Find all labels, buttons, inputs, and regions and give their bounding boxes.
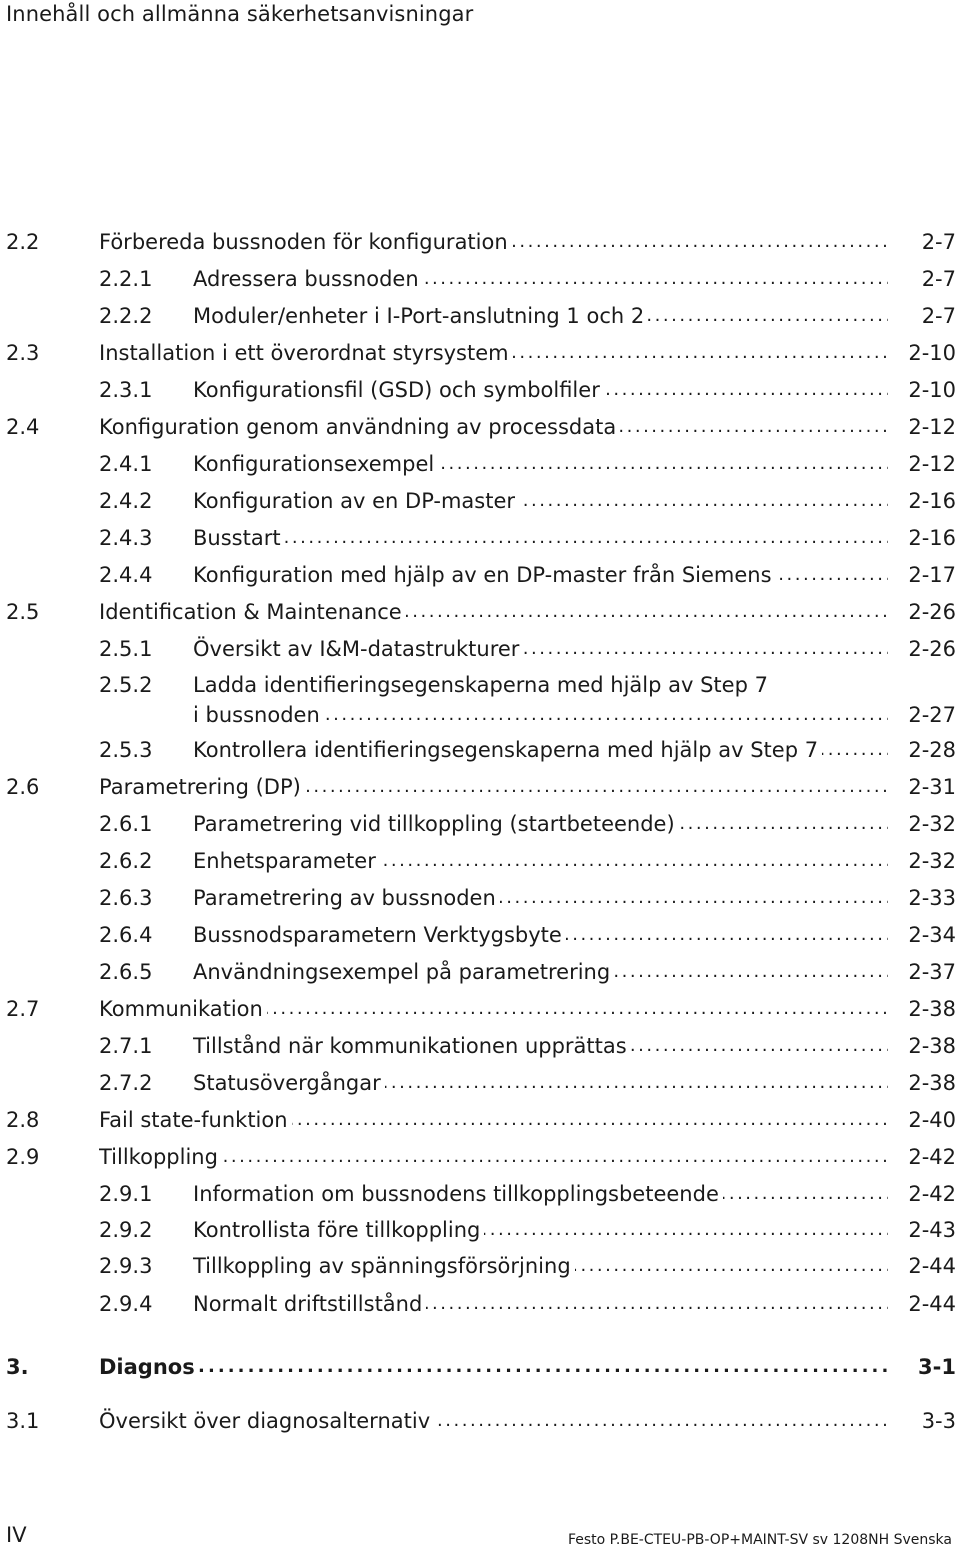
toc-entry-page: 2-17 bbox=[908, 563, 956, 587]
toc-entry-page: 2-42 bbox=[908, 1145, 956, 1169]
toc-entry-leader bbox=[193, 1031, 888, 1061]
toc-entry-page: 2-38 bbox=[908, 1034, 956, 1058]
toc-entry-title: Fail state-funktion bbox=[99, 1108, 292, 1132]
toc-entry-leader bbox=[193, 560, 888, 590]
toc-entry[interactable] bbox=[0, 301, 960, 331]
toc-entry[interactable] bbox=[0, 1068, 960, 1098]
toc-entry-number: 2.6 bbox=[6, 775, 40, 799]
toc-entry-leader bbox=[193, 523, 888, 553]
toc-entry-title: Tillkoppling av spänningsförsörjning bbox=[193, 1254, 575, 1278]
toc-entry-page: 2-38 bbox=[908, 1071, 956, 1095]
toc-entry-leader bbox=[99, 772, 888, 802]
toc-entry-page: 2-44 bbox=[908, 1254, 956, 1278]
page-number: IV bbox=[6, 1523, 27, 1547]
toc-entry[interactable] bbox=[0, 560, 960, 590]
toc-entry[interactable] bbox=[0, 1215, 960, 1245]
toc-entry-leader bbox=[99, 1105, 888, 1135]
toc-entry-title: Bussnodsparametern Verktygsbyte bbox=[193, 923, 566, 947]
toc-entry-page: 2-31 bbox=[908, 775, 956, 799]
toc-entry-number: 2.3 bbox=[6, 341, 40, 365]
toc-entry-leader bbox=[193, 920, 888, 950]
toc-entry[interactable] bbox=[0, 1406, 960, 1436]
toc-entry[interactable] bbox=[0, 1031, 960, 1061]
toc-entry[interactable] bbox=[0, 1179, 960, 1209]
toc-entry-page: 2-10 bbox=[908, 378, 956, 402]
page-header-title: Innehåll och allmänna säkerhetsanvisningar bbox=[6, 2, 474, 26]
toc-entry-page: 2-16 bbox=[908, 489, 956, 513]
toc-entry-page: 2-7 bbox=[921, 230, 956, 254]
toc-entry-number: 2.8 bbox=[6, 1108, 40, 1132]
toc-entry-title: Kontrollista före tillkoppling bbox=[193, 1218, 484, 1242]
toc-entry-leader bbox=[193, 486, 888, 516]
toc-entry[interactable] bbox=[0, 449, 960, 479]
toc-entry-page: 2-12 bbox=[908, 452, 956, 476]
toc-entry-leader bbox=[193, 301, 888, 331]
toc-entry[interactable] bbox=[0, 846, 960, 876]
toc-entry-title: Konfiguration genom användning av processdata bbox=[99, 415, 620, 439]
toc-entry-title: Konfiguration med hjälp av en DP-master från Siemens bbox=[193, 563, 776, 587]
toc-entry-number: 2.4 bbox=[6, 415, 40, 439]
toc-entry-number: 2.2.2 bbox=[99, 304, 153, 328]
toc-entry-page: 2-27 bbox=[908, 703, 956, 727]
toc-entry[interactable] bbox=[0, 375, 960, 405]
toc-entry-title: Installation i ett överordnat styrsystem bbox=[99, 341, 513, 365]
toc-entry-number: 2.6.1 bbox=[99, 812, 153, 836]
toc-entry-page: 2-43 bbox=[908, 1218, 956, 1242]
toc-entry[interactable] bbox=[0, 772, 960, 802]
toc-entry-page: 2-42 bbox=[908, 1182, 956, 1206]
toc-entry[interactable] bbox=[0, 1352, 960, 1382]
toc-entry[interactable] bbox=[0, 1251, 960, 1281]
toc-entry-number: 2.6.4 bbox=[99, 923, 153, 947]
toc-entry-number: 2.6.2 bbox=[99, 849, 153, 873]
toc-entry-leader bbox=[193, 957, 888, 987]
toc-entry-number: 2.2.1 bbox=[99, 267, 153, 291]
toc-entry-title: Parametrering (DP) bbox=[99, 775, 305, 799]
toc-entry-title: Parametrering av bussnoden bbox=[193, 886, 500, 910]
toc-entry-number: 2.6.5 bbox=[99, 960, 153, 984]
toc-entry-page: 2-7 bbox=[921, 304, 956, 328]
toc-entry-title: Förbereda bussnoden för konfiguration bbox=[99, 230, 512, 254]
toc-entry-page: 2-38 bbox=[908, 997, 956, 1021]
document-info: Festo P.BE-CTEU-PB-OP+MAINT-SV sv 1208NH Svenska bbox=[567, 1532, 952, 1548]
toc-entry-number: 2.7.1 bbox=[99, 1034, 153, 1058]
toc-entry-title: Diagnos bbox=[99, 1355, 199, 1379]
toc-entry[interactable] bbox=[0, 957, 960, 987]
toc-entry-page: 3-3 bbox=[921, 1409, 956, 1433]
toc-entry-title: Konfiguration av en DP-master bbox=[193, 489, 519, 513]
toc-entry[interactable] bbox=[0, 670, 960, 730]
toc-entry-leader bbox=[99, 412, 888, 442]
toc-entry-leader bbox=[193, 449, 888, 479]
toc-entry-number: 2.9.4 bbox=[99, 1292, 153, 1316]
toc-entry-page: 2-7 bbox=[921, 267, 956, 291]
toc-entry-title: Tillkoppling bbox=[99, 1145, 222, 1169]
toc-entry-page: 2-28 bbox=[908, 738, 956, 762]
toc-entry-number: 3. bbox=[6, 1355, 29, 1379]
toc-entry-number: 2.9.3 bbox=[99, 1254, 153, 1278]
toc-entry-title: Kontrollera identifieringsegenskaperna med hjälp av Step 7 bbox=[193, 738, 822, 762]
toc-entry-number: 2.5.3 bbox=[99, 738, 153, 762]
toc-entry-page: 2-34 bbox=[908, 923, 956, 947]
toc-entry-title: i bussnoden bbox=[193, 703, 324, 727]
toc-entry-number: 2.7 bbox=[6, 997, 40, 1021]
toc-entry[interactable] bbox=[0, 1142, 960, 1172]
toc-entry[interactable] bbox=[0, 735, 960, 765]
toc-entry-title: Information om bussnodens tillkopplingsbeteende bbox=[193, 1182, 723, 1206]
toc-entry-number: 2.5.2 bbox=[99, 673, 153, 697]
toc-entry-page: 2-37 bbox=[908, 960, 956, 984]
toc-entry-leader bbox=[99, 994, 888, 1024]
toc-entry[interactable] bbox=[0, 994, 960, 1024]
toc-entry[interactable] bbox=[0, 338, 960, 368]
toc-entry-number: 2.2 bbox=[6, 230, 40, 254]
toc-entry-leader bbox=[193, 1068, 888, 1098]
toc-entry-title: Översikt av I&M-datastrukturer bbox=[193, 637, 523, 661]
toc-entry-number: 3.1 bbox=[6, 1409, 40, 1433]
toc-entry-leader bbox=[193, 809, 888, 839]
toc-entry-page: 3-1 bbox=[918, 1355, 956, 1379]
toc-entry-number: 2.4.4 bbox=[99, 563, 153, 587]
toc-entry-page: 2-10 bbox=[908, 341, 956, 365]
toc-entry[interactable] bbox=[0, 809, 960, 839]
toc-entry-leader bbox=[193, 883, 888, 913]
toc-entry[interactable] bbox=[0, 264, 960, 294]
toc-entry[interactable] bbox=[0, 883, 960, 913]
toc-entry-title: Användningsexempel på parametrering bbox=[193, 960, 614, 984]
toc-entry-leader bbox=[193, 846, 888, 876]
toc-entry-leader bbox=[193, 1251, 888, 1281]
toc-entry-title: Normalt driftstillstånd bbox=[193, 1292, 426, 1316]
toc-entry[interactable] bbox=[0, 523, 960, 553]
toc-entry-number: 2.7.2 bbox=[99, 1071, 153, 1095]
toc-entry-page: 2-32 bbox=[908, 812, 956, 836]
toc-entry-number: 2.4.1 bbox=[99, 452, 153, 476]
toc-entry-title: Enhetsparameter bbox=[193, 849, 380, 873]
toc-entry-title: Statusövergångar bbox=[193, 1071, 385, 1095]
toc-entry-leader bbox=[99, 338, 888, 368]
toc-entry-number: 2.5 bbox=[6, 600, 40, 624]
toc-entry-number: 2.9.1 bbox=[99, 1182, 153, 1206]
toc-entry-leader bbox=[99, 227, 888, 257]
toc-entry-number: 2.6.3 bbox=[99, 886, 153, 910]
toc-entry-page: 2-26 bbox=[908, 637, 956, 661]
toc-entry-leader bbox=[193, 634, 888, 664]
toc-entry-number: 2.4.3 bbox=[99, 526, 153, 550]
toc-entry-leader bbox=[99, 1406, 888, 1436]
toc-entry[interactable] bbox=[0, 597, 960, 627]
toc-entry[interactable] bbox=[0, 412, 960, 442]
toc-entry-title: Adressera bussnoden bbox=[193, 267, 423, 291]
toc-entry-page: 2-12 bbox=[908, 415, 956, 439]
toc-entry-leader bbox=[193, 375, 888, 405]
toc-entry[interactable] bbox=[0, 227, 960, 257]
toc-entry-page: 2-44 bbox=[908, 1292, 956, 1316]
toc-entry-title: Översikt över diagnosalternativ bbox=[99, 1409, 434, 1433]
toc-entry-title: Moduler/enheter i I-Port-anslutning 1 och 2 bbox=[193, 304, 648, 328]
toc-entry-leader bbox=[193, 700, 888, 730]
toc-entry-title: Parametrering vid tillkoppling (startbeteende) bbox=[193, 812, 679, 836]
toc-entry-leader bbox=[193, 1215, 888, 1245]
toc-entry-leader bbox=[193, 1179, 888, 1209]
toc-entry-title: Identification & Maintenance bbox=[99, 600, 406, 624]
toc-entry-number: 2.9 bbox=[6, 1145, 40, 1169]
toc-entry-leader bbox=[99, 1142, 888, 1172]
toc-entry-title: Tillstånd när kommunikationen upprättas bbox=[193, 1034, 631, 1058]
toc-entry-number: 2.4.2 bbox=[99, 489, 153, 513]
toc-entry-page: 2-16 bbox=[908, 526, 956, 550]
toc-entry[interactable] bbox=[0, 634, 960, 664]
toc-entry-page: 2-33 bbox=[908, 886, 956, 910]
toc-entry-page: 2-26 bbox=[908, 600, 956, 624]
toc-entry-title: Busstart bbox=[193, 526, 285, 550]
toc-entry-leader bbox=[193, 735, 888, 765]
toc-entry[interactable] bbox=[0, 1105, 960, 1135]
toc-entry-title: Kommunikation bbox=[99, 997, 267, 1021]
toc-entry[interactable] bbox=[0, 1289, 960, 1319]
toc-entry-page: 2-40 bbox=[908, 1108, 956, 1132]
toc-entry-title: Konfigurationsexempel bbox=[193, 452, 438, 476]
toc-entry[interactable] bbox=[0, 486, 960, 516]
toc-entry-title: Konfigurationsfil (GSD) och symbolfiler bbox=[193, 378, 604, 402]
toc-entry-leader bbox=[193, 1289, 888, 1319]
toc-entry-title-line1: Ladda identifieringsegenskaperna med hjälp av Step 7 bbox=[193, 673, 768, 697]
toc-entry-number: 2.9.2 bbox=[99, 1218, 153, 1242]
toc-entry-number: 2.5.1 bbox=[99, 637, 153, 661]
toc-entry[interactable] bbox=[0, 920, 960, 950]
toc-entry-number: 2.3.1 bbox=[99, 378, 153, 402]
toc-entry-page: 2-32 bbox=[908, 849, 956, 873]
toc-entry-leader bbox=[99, 597, 888, 627]
toc-entry-leader bbox=[193, 264, 888, 294]
toc-entry-leader bbox=[99, 1352, 888, 1382]
